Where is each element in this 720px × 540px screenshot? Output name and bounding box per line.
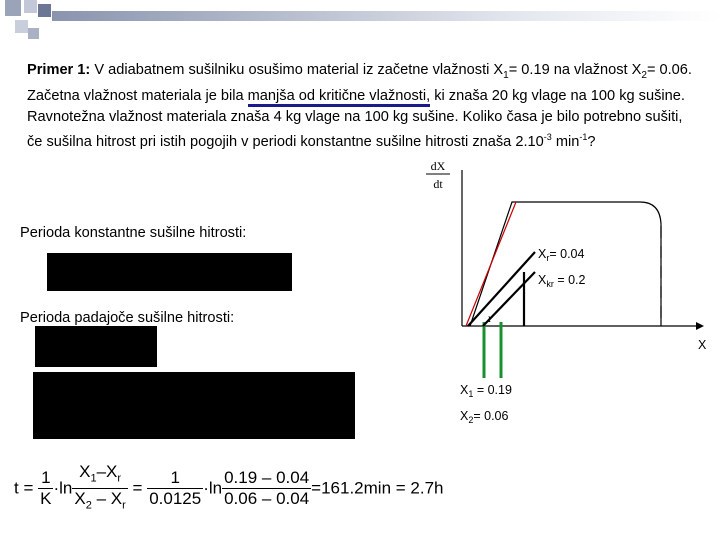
corner-square-3	[38, 4, 51, 17]
drying-rate-curve	[470, 202, 661, 326]
problem-statement: Primer 1: V adiabatnem sušilniku osušimo material iz začetne vlažnosti $X_1= 0.19$ na vlažnost $X_2= 0.06$. Začetna vlažnost materiala je bila manjša od kritične vlažnosti, ki znaša 20 kg vlage na 100 kg sušine. Ravnotežna vlažnost materiala znaša 4 kg vlage na 100 kg sušine. Koliko časa je bilo potrebno sušiti, če sušilna hitrost pri istih pogojih v periodi konstantne sušilne hitrosti znaša $2.10^{-3}$ $\min^{-1}$?	[27, 62, 692, 151]
x2-label: $X_2= 0.06$	[460, 409, 509, 425]
y-axis-label-den: dt	[433, 177, 443, 191]
corner-square-4	[15, 20, 28, 33]
problem-heading: Primer 1:	[27, 62, 91, 78]
fraction-one-over-k: $\frac{1}{K}$	[40, 468, 52, 509]
x-axis-arrow	[696, 322, 704, 330]
top-gradient-bar	[52, 11, 720, 21]
corner-square-2	[24, 0, 37, 13]
formula-result: =161.2min = 2.7h	[311, 478, 444, 498]
x-axis-label: X	[698, 338, 707, 352]
drying-time-formula: t = $\frac{1}{K}$ ·ln $\frac{X_1-X_r}{X_2 - X_r}$ = $\frac{1}{0.0125}$ ·ln $\frac{0.19 - 0.04}{0.06 - 0.04}$ =161.2min = 2.7h	[14, 462, 444, 516]
xkr-label: $X_{kr} = 0.2$	[538, 273, 586, 289]
drying-rate-graph	[380, 150, 710, 440]
fraction-symbolic: $\frac{X_1-X_r}{X_2 - X_r}$	[74, 462, 126, 512]
redacted-box-3	[33, 372, 355, 439]
redacted-box-2	[35, 326, 157, 367]
redacted-box-1	[47, 253, 292, 291]
fraction-numeric: $\frac{0.19 - 0.04}{0.06 - 0.04}$	[224, 468, 310, 509]
y-axis-label-num: dX	[430, 159, 446, 173]
corner-square-1	[5, 0, 21, 16]
corner-square-5	[28, 28, 39, 39]
constant-period-label: Perioda konstantne sušilne hitrosti:	[20, 225, 247, 241]
falling-period-label: Perioda padajoče sušilne hitrosti:	[20, 310, 235, 326]
xr-label: $X_r= 0.04$	[538, 247, 585, 263]
fraction-one-over-k-value: $\frac{1}{0.0125}$	[149, 468, 202, 509]
underlined-phrase: manjša od kritične vlažnosti,	[248, 88, 431, 107]
r-label: r	[488, 311, 492, 325]
red-tangent-line	[466, 202, 516, 326]
x1-label: $X_1 = 0.19$	[460, 383, 512, 399]
